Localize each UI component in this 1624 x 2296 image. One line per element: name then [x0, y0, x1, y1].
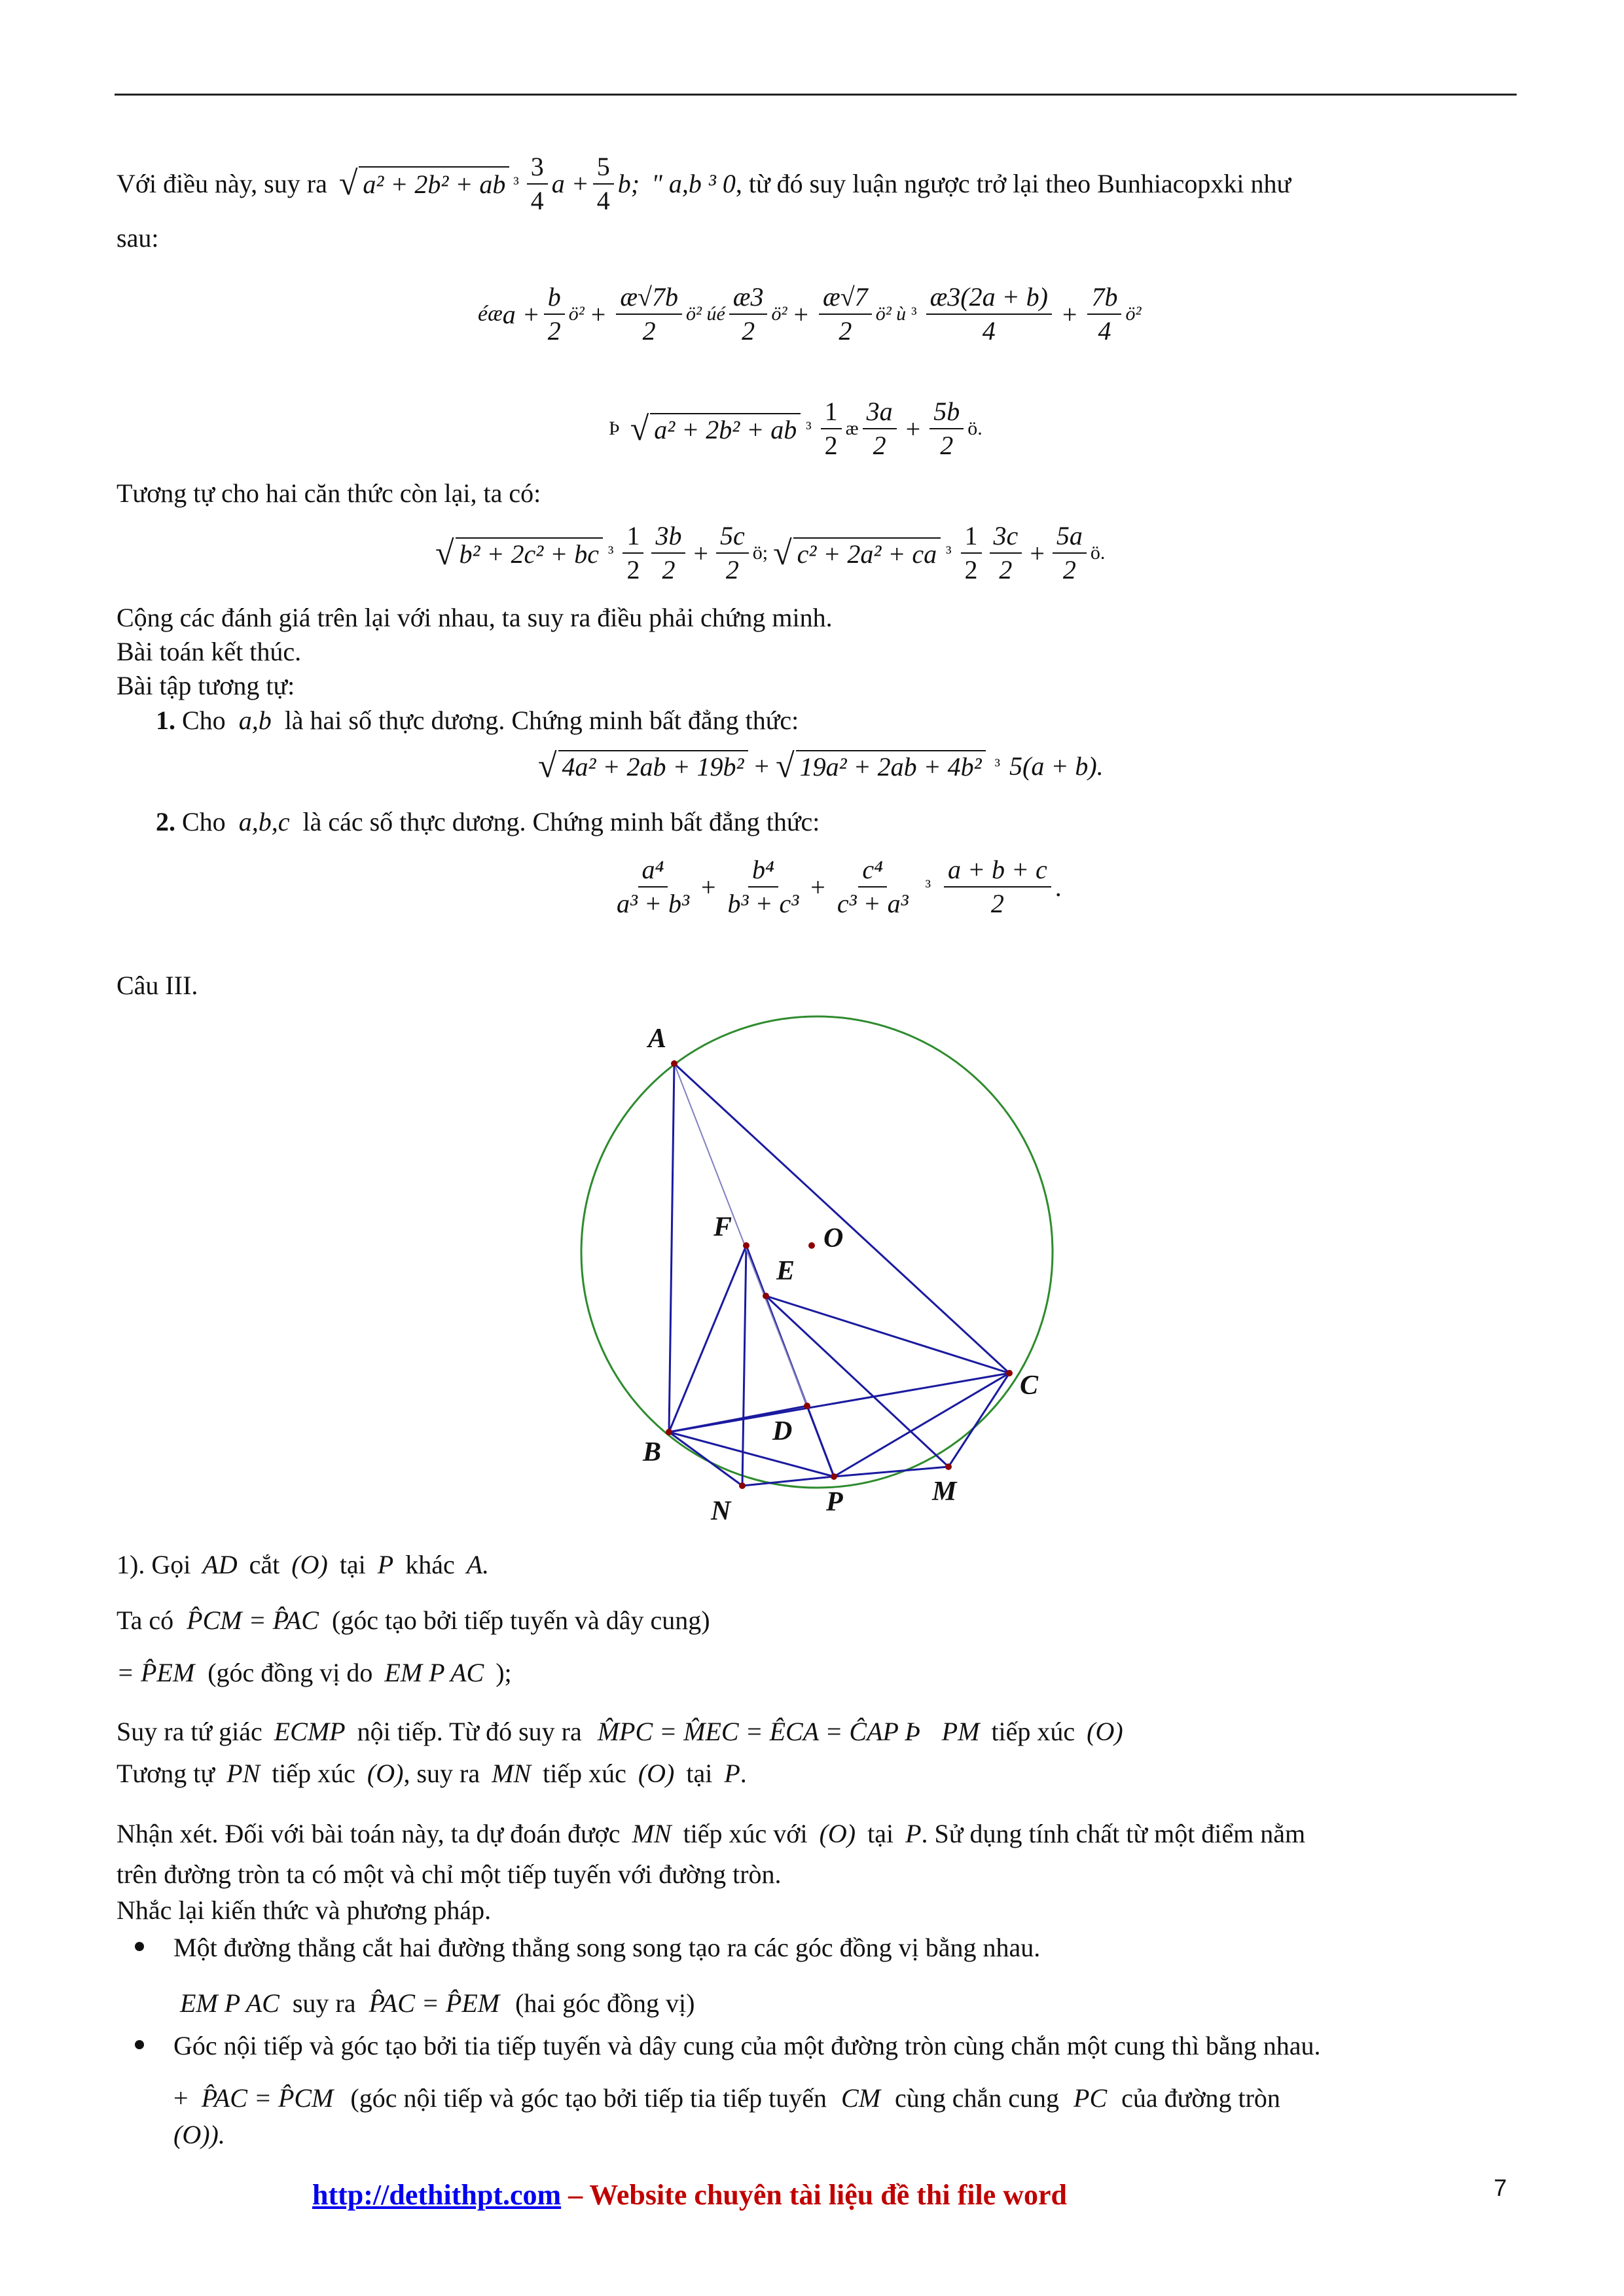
- plus: +: [905, 414, 921, 444]
- text: Ta có: [117, 1605, 174, 1635]
- text: tại: [686, 1759, 713, 1788]
- text: (góc tạo bởi tiếp tuyến và dây cung): [331, 1605, 710, 1635]
- text: nội tiếp. Từ đó suy ra: [357, 1717, 582, 1746]
- eq1-close: ö²: [568, 303, 585, 325]
- math: PC: [1074, 2083, 1108, 2113]
- text: , suy ra: [403, 1759, 480, 1788]
- label-d: D: [772, 1416, 793, 1446]
- footer-tagline: – Website chuyên tài liệu đề thi file word: [561, 2179, 1067, 2211]
- text: khác: [405, 1550, 455, 1579]
- exercise-number: 1.: [156, 706, 175, 735]
- text: cắt: [249, 1550, 280, 1579]
- ge-symbol: ³: [925, 876, 931, 897]
- text: tiếp xúc: [991, 1717, 1075, 1746]
- math: P̂AC = P̂CM: [201, 2083, 334, 2113]
- bullet-2-line-2: (O)).: [173, 2120, 225, 2149]
- eq1-close: ö²: [771, 303, 787, 325]
- ex1-radicand-2: 19a² + 2ab + 4b²: [796, 750, 986, 782]
- point-m: [945, 1463, 952, 1470]
- ge-symbol: ³: [911, 304, 917, 324]
- math: EM P AC: [384, 1658, 484, 1687]
- text: . Sử dụng tính chất từ một điểm nằm: [921, 1819, 1306, 1848]
- text: Suy ra tứ giác: [117, 1717, 262, 1746]
- eq3-radicand-1: b² + 2c² + bc: [456, 537, 603, 569]
- frac-num: æ3(2a + b): [926, 281, 1052, 315]
- point-o: [808, 1242, 815, 1249]
- frac-den: 2: [642, 316, 656, 346]
- frac-num: b: [544, 281, 565, 315]
- text: 1). Gọi: [117, 1550, 191, 1579]
- math: PM: [941, 1717, 980, 1746]
- frac-num: 3b: [651, 520, 685, 554]
- frac-den: b³ + c³: [727, 889, 799, 918]
- point-a: [671, 1060, 677, 1067]
- point-n: [739, 1482, 746, 1489]
- equation-2: [609, 393, 983, 465]
- sqrt-icon: √: [338, 165, 358, 202]
- text: tại: [867, 1819, 894, 1848]
- eq3-frac-5a: [1053, 520, 1087, 586]
- frac-den: 2: [964, 555, 978, 584]
- label-f: F: [713, 1212, 732, 1242]
- plus: +: [754, 751, 770, 781]
- para-8: Nhắc lại kiến thức và phương pháp.: [117, 1895, 492, 1925]
- point-e: [763, 1293, 769, 1299]
- frac-den: c³ + a³: [837, 889, 909, 918]
- eq2-radicand: a² + 2b² + ab: [650, 413, 801, 445]
- math: CM: [841, 2083, 881, 2113]
- frac-num: æ√7b: [616, 281, 682, 315]
- frac-den: 2: [940, 431, 954, 460]
- math: (O): [1087, 1717, 1123, 1746]
- line-dp: [807, 1406, 834, 1477]
- exercise-number: 2.: [156, 807, 175, 836]
- frac-num: 5a: [1053, 520, 1087, 554]
- paren-close: ö.: [967, 418, 983, 439]
- exercise-vars: a,b,c: [238, 807, 290, 836]
- text: .: [740, 1759, 747, 1788]
- frac-num: b⁴: [748, 853, 778, 888]
- plus: +: [590, 299, 606, 329]
- frac-den: 2: [626, 555, 640, 584]
- geometry-figure: [563, 1008, 1074, 1551]
- sqrt-icon: √: [630, 410, 649, 448]
- math: MN: [492, 1759, 532, 1788]
- frac-den: 2: [1062, 555, 1076, 584]
- cau-iii-heading: Câu III.: [117, 971, 198, 1000]
- intro-line2: sau:: [117, 223, 159, 253]
- frac-num: æ3: [729, 281, 768, 315]
- math: (O): [819, 1819, 856, 1848]
- ge-symbol: ³: [806, 418, 812, 439]
- intro-prefix: Với điều này, suy ra: [117, 169, 327, 198]
- frac-den: 2: [742, 316, 755, 346]
- bullet-icon: [135, 1942, 144, 1951]
- frac-num: 3c: [990, 520, 1022, 554]
- separator: ö;: [752, 542, 768, 564]
- period: .: [1055, 872, 1062, 902]
- frac-num: a⁴: [638, 853, 668, 888]
- math: EM P AC: [180, 1988, 280, 2018]
- text: suy ra: [292, 1988, 356, 2018]
- text: (hai góc đồng vị): [515, 1988, 695, 2018]
- implies-symbol: Þ: [609, 418, 620, 439]
- math: AD: [202, 1550, 238, 1579]
- text: (góc nội tiếp và góc tạo bởi tiếp tia tiếp tuyến: [350, 2083, 827, 2113]
- header-rule: [115, 94, 1517, 96]
- math: P: [724, 1759, 740, 1788]
- bullet-icon: [135, 2040, 144, 2049]
- label-n: N: [711, 1496, 731, 1526]
- math: P: [377, 1550, 394, 1579]
- para-7: trên đường tròn ta có một và chỉ một tiếp tuyến với đường tròn.: [117, 1859, 782, 1889]
- math: MN: [632, 1819, 672, 1848]
- sqrt-icon: √: [776, 747, 795, 785]
- exercise-2-text: [156, 805, 820, 839]
- frac-den: 2: [547, 316, 561, 346]
- eq3-frac-half-2: [961, 520, 982, 586]
- ex2-frac-rhs: [944, 853, 1051, 920]
- line-ab: [669, 1064, 674, 1432]
- math: PN: [226, 1759, 261, 1788]
- math: P: [905, 1819, 922, 1848]
- para-1: [117, 1548, 489, 1582]
- math: M̂PC = M̂EC = ÊCA = ĈAP Þ: [597, 1717, 921, 1746]
- label-c: C: [1020, 1371, 1039, 1401]
- frac-den: 4: [530, 186, 544, 215]
- frac-5-4: [593, 151, 614, 217]
- sqrt-icon: √: [773, 534, 792, 572]
- frac-num: 5: [593, 151, 614, 185]
- label-b: B: [643, 1437, 662, 1467]
- point-b: [666, 1429, 672, 1435]
- math: (O): [291, 1550, 328, 1579]
- text: );: [496, 1658, 512, 1687]
- sqrt-icon: √: [435, 534, 454, 572]
- point-c: [1006, 1370, 1013, 1376]
- exercise-1-equation: [538, 743, 1104, 789]
- exercise-text: Cho: [182, 807, 226, 836]
- math: P̂AC = P̂EM: [369, 1988, 500, 2018]
- frac-den: 2: [824, 431, 838, 460]
- frac-num: 1: [961, 520, 982, 554]
- math: = P̂EM: [117, 1658, 195, 1687]
- equation-1: [478, 265, 1141, 363]
- exercise-vars: a,b: [238, 706, 272, 735]
- exercise-1-text: [156, 704, 799, 738]
- bullet-1-line: [180, 1986, 695, 2020]
- line-bp: [669, 1432, 834, 1477]
- ex1-radicand-1: 4a² + 2ab + 19b²: [558, 750, 748, 782]
- frac-num: 5c: [716, 520, 749, 554]
- exercise-2-equation: [609, 848, 1062, 926]
- eq1-close: ö² úé: [685, 303, 725, 325]
- frac-den: 2: [990, 889, 1004, 918]
- frac-den: 2: [839, 316, 852, 346]
- text: tiếp xúc: [543, 1759, 626, 1788]
- ex2-frac-1: [613, 853, 693, 920]
- point-f: [743, 1242, 749, 1249]
- ex2-frac-2: [724, 853, 803, 920]
- period: ö.: [1090, 542, 1106, 564]
- text: Tương tự: [117, 1759, 215, 1788]
- equation-3: [435, 517, 1105, 589]
- eq1-close: ö² ù: [875, 303, 907, 325]
- plus: +: [1062, 299, 1077, 329]
- eq1-frac-sqrt7: [819, 281, 872, 348]
- conclude-text: Cộng các đánh giá trên lại với nhau, ta suy ra điều phải chứng minh.: [117, 603, 833, 632]
- intro-line: [117, 151, 1291, 217]
- frac-num: 3: [527, 151, 548, 185]
- frac-num: 1: [623, 520, 643, 554]
- math: A.: [466, 1550, 490, 1579]
- label-m: M: [932, 1477, 957, 1507]
- exercises-title: Bài tập tương tự:: [117, 671, 295, 700]
- text: (góc đồng vị do: [208, 1658, 373, 1687]
- eq3-frac-5c: [716, 520, 749, 586]
- para-5: [117, 1757, 747, 1791]
- frac-den: 4: [1098, 316, 1111, 346]
- eq3-frac-half: [623, 520, 643, 586]
- frac-num: 3a: [863, 395, 897, 429]
- para-2: [117, 1604, 710, 1638]
- frac-den: 2: [873, 431, 886, 460]
- intro-a: a +: [551, 169, 589, 198]
- exercise-text: là các số thực dương. Chứng minh bất đẳng thức:: [302, 807, 820, 836]
- point-p: [831, 1473, 837, 1480]
- frac-num: 1: [821, 395, 842, 429]
- end-text: Bài toán kết thúc.: [117, 637, 302, 666]
- para-4: [117, 1715, 1123, 1749]
- eq1-frac-3-2: [729, 281, 768, 348]
- frac-num: c⁴: [858, 853, 887, 888]
- ex1-rhs: 5(a + b).: [1009, 751, 1104, 781]
- frac-den: 4: [982, 316, 996, 346]
- bullet-1-text: Một đường thẳng cắt hai đường thẳng song song tạo ra các góc đồng vị bằng nhau.: [173, 1933, 1041, 1962]
- math: (O): [638, 1759, 675, 1788]
- frac-num: æ√7: [819, 281, 872, 315]
- label-e: E: [776, 1256, 795, 1286]
- point-d: [804, 1403, 810, 1409]
- intro-radicand: a² + 2b² + ab: [359, 166, 509, 202]
- eq3-frac-3b: [651, 520, 685, 586]
- eq1-frac-sqrt7b: [616, 281, 682, 348]
- eq3-frac-3c: [990, 520, 1022, 586]
- text: tiếp xúc với: [683, 1819, 808, 1848]
- exercise-text: Cho: [182, 706, 226, 735]
- frac-num: a + b + c: [944, 853, 1051, 888]
- eq1-frac-rhs1: [926, 281, 1052, 348]
- line-bn: [669, 1432, 742, 1486]
- math: ECMP: [274, 1717, 346, 1746]
- bullet-2-text: Góc nội tiếp và góc tạo bởi tia tiếp tuyến và dây cung của một đường tròn cùng chắn một cung thì bằng nhau.: [173, 2031, 1321, 2060]
- ex2-frac-3: [833, 853, 912, 920]
- similar-text: Tương tự cho hai căn thức còn lại, ta có:: [117, 478, 541, 508]
- math: P̂CM = P̂AC: [187, 1605, 319, 1635]
- footer-link[interactable]: http://dethithpt.com: [312, 2179, 562, 2211]
- sqrt-icon: √: [538, 747, 557, 785]
- ge-symbol: ³: [994, 755, 1000, 776]
- line-nf: [742, 1246, 746, 1486]
- intro-forall: " a,b ³ 0: [651, 169, 736, 198]
- figure-lines: [669, 1064, 1009, 1486]
- eq1-frac-b2: [544, 281, 565, 348]
- intro-b: b;: [617, 169, 640, 198]
- ge-symbol: ³: [608, 543, 614, 563]
- intro-suffix: , từ đó suy luận ngược trở lại theo Bunhiacopxki như: [735, 169, 1291, 198]
- line-em: [766, 1296, 948, 1467]
- plus: +: [793, 299, 809, 329]
- plus: +: [1030, 538, 1045, 568]
- eq1-close: ö²: [1125, 303, 1142, 325]
- label-o: O: [823, 1223, 844, 1253]
- line-mc: [948, 1373, 1009, 1467]
- bullet-2-line: [173, 2081, 1280, 2115]
- frac-num: 5b: [929, 395, 964, 429]
- eq1-frac-rhs2: [1087, 281, 1121, 348]
- frac-den: 2: [662, 555, 676, 584]
- ge-symbol: ³: [946, 543, 952, 563]
- text: Nhận xét. Đối với bài toán này, ta dự đoán được: [117, 1819, 621, 1848]
- footer: [312, 2178, 1067, 2212]
- line-bf: [669, 1246, 746, 1432]
- eq2-frac-half: [821, 395, 842, 462]
- text: của đường tròn: [1121, 2083, 1280, 2113]
- text: +: [173, 2083, 189, 2113]
- label-a: A: [648, 1024, 667, 1054]
- para-6: [117, 1817, 1305, 1851]
- line-np: [742, 1477, 834, 1486]
- exercise-text: là hai số thực dương. Chứng minh bất đẳng thức:: [284, 706, 799, 735]
- math: (O): [367, 1759, 404, 1788]
- eq2-frac-3a: [863, 395, 897, 462]
- plus: +: [693, 538, 708, 568]
- frac-num: 7b: [1087, 281, 1121, 315]
- text: tại: [339, 1550, 366, 1579]
- text: tiếp xúc: [272, 1759, 355, 1788]
- frac-3-4: [527, 151, 548, 217]
- page-number: 7: [1494, 2174, 1507, 2201]
- line-ad: [674, 1064, 807, 1406]
- para-3: [117, 1656, 512, 1690]
- eq2-frac-5b: [929, 395, 964, 462]
- label-p: P: [826, 1487, 843, 1517]
- frac-den: 4: [596, 186, 610, 215]
- plus: +: [810, 872, 825, 902]
- plus: +: [700, 872, 716, 902]
- frac-den: 2: [999, 555, 1013, 584]
- eq1-term-a: a +: [502, 299, 540, 329]
- figure-points: [666, 1060, 1013, 1489]
- eq1-bracket-open: éæ: [478, 302, 503, 326]
- eq3-radicand-2: c² + 2a² + ca: [793, 537, 941, 569]
- line-ec: [766, 1296, 1009, 1373]
- ge-symbol: ³: [513, 173, 519, 194]
- frac-den: 2: [725, 555, 739, 584]
- frac-den: a³ + b³: [617, 889, 689, 918]
- text: cùng chắn cung: [895, 2083, 1060, 2113]
- paren-open: æ: [845, 418, 859, 439]
